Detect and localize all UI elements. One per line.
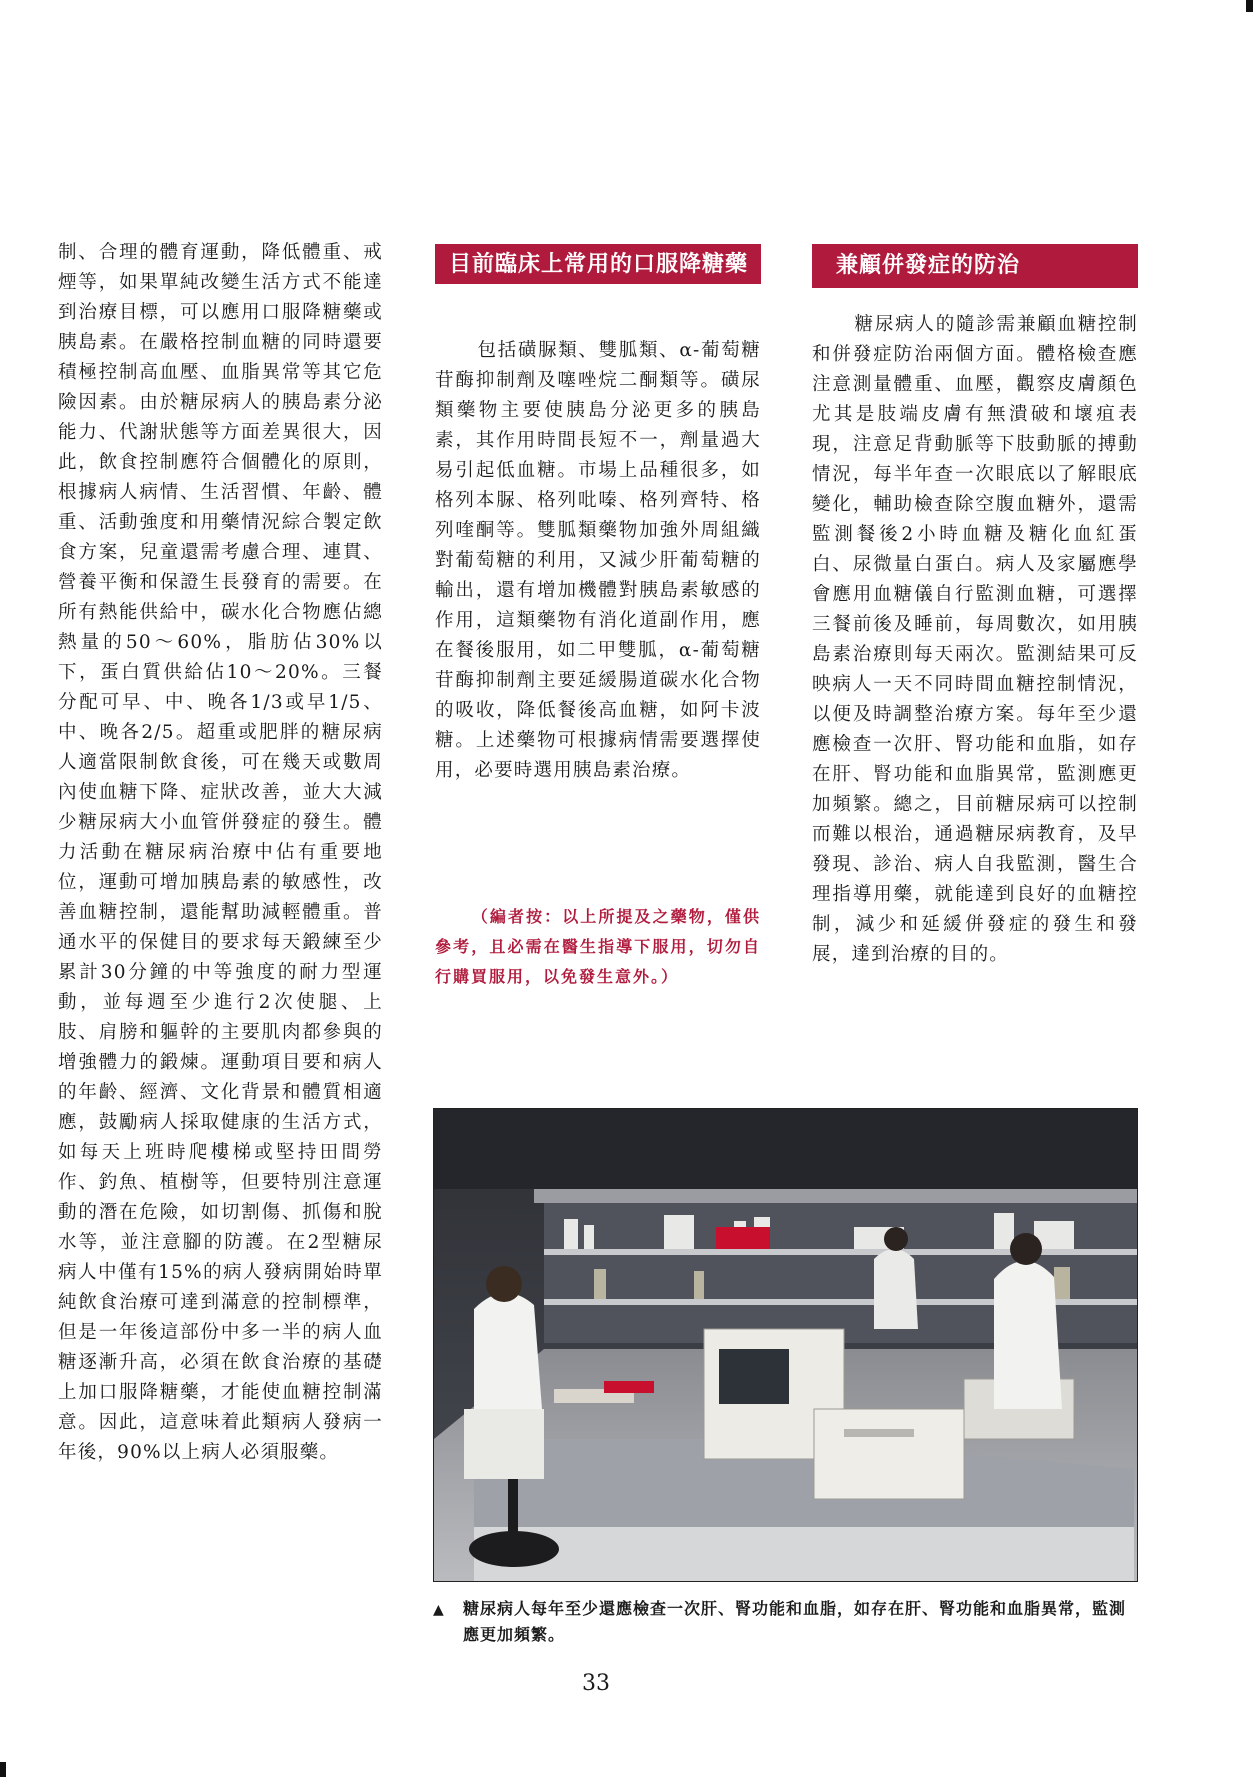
column-3-paragraph: 糖尿病人的隨診需兼顧血糖控制和併發症防治兩個方面。體格檢查應注意測量體重、血壓，觀察皮膚顏色尤其是肢端皮膚有無潰破和壞疽表現，注意足背動脈等下肢動脈的搏動情況，每半年查一次眼底以了解眼底變化，輔助檢查除空腹血糖外，還需監測餐後2小時血糖及糖化血紅蛋白、尿微量白蛋白。病人及家屬應學會應用血糖儀自行監測血糖，可選擇三餐前後及睡前，每周數次，如用胰島素治療則每天兩次。監測結果可反映病人一天不同時間血糖控制情況，以便及時調整治療方案。每年至少還應檢查一次肝、腎功能和血脂，如存在肝、腎功能和血脂異常，監測應更加頻繁。總之，目前糖尿病可以控制而難以根治，通過糖尿病教育，及早發現、診治、病人自我監測，醫生合理指導用藥，就能達到良好的血糖控制，減少和延緩併發症的發生和發展，達到治療的目的。 xyxy=(812,314,1138,965)
caption-triangle-icon: ▲ xyxy=(433,1602,445,1618)
editor-note-text: （編者按：以上所提及之藥物，僅供參考，且必需在醫生指導下服用，切勿自行購買服用，以免發生意外。） xyxy=(435,907,761,986)
editor-note xyxy=(435,902,761,992)
caption-text: 糖尿病人每年至少還應檢查一次肝、腎功能和血脂，如存在肝、腎功能和血脂異常，監測應更加頻繁。 xyxy=(463,1599,1127,1644)
column-1 xyxy=(58,238,383,1468)
laboratory-photo xyxy=(433,1108,1138,1582)
section-heading-oral-drugs: 目前臨床上常用的口服降糖藥 xyxy=(435,244,761,284)
figure-caption xyxy=(433,1596,1138,1648)
column-2-paragraph: 包括磺脲類、雙胍類、α-葡萄糖苷酶抑制劑及噻唑烷二酮類等。磺尿類藥物主要使胰島分泌更多的胰島素，其作用時間長短不一，劑量過大易引起低血糖。市場上品種很多，如格列本脲、格列吡嗪、格列齊特、格列喹酮等。雙胍類藥物加強外周組織對葡萄糖的利用，又減少肝葡萄糖的輸出，還有增加機體對胰島素敏感的作用，這類藥物有消化道副作用，應在餐後服用，如二甲雙胍，α-葡萄糖苷酶抑制劑主要延緩腸道碳水化合物的吸收，降低餐後高血糖，如阿卡波糖。上述藥物可根據病情需要選擇使用，必要時選用胰島素治療。 xyxy=(435,340,761,781)
column-3 xyxy=(812,310,1138,970)
section-heading-complications: 兼顧併發症的防治 xyxy=(812,244,1138,288)
column-2 xyxy=(435,336,761,786)
laboratory-photo-illustration xyxy=(434,1109,1137,1581)
scan-edge-mark xyxy=(1246,0,1253,12)
column-1-paragraph: 制、合理的體育運動，降低體重、戒煙等，如果單純改變生活方式不能達到治療目標，可以應用口服降糖藥或胰島素。在嚴格控制血糖的同時還要積極控制高血壓、血脂異常等其它危險因素。由於糖尿病人的胰島素分泌能力、代謝狀態等方面差異很大，因此，飲食控制應符合個體化的原則，根據病人病情、生活習慣、年齡、體重、活動強度和用藥情況綜合製定飲食方案，兒童還需考慮合理、連貫、營養平衡和保證生長發育的需要。在所有熱能供給中，碳水化合物應佔總熱量的50～60%，脂肪佔30%以下，蛋白質供給佔10～20%。三餐分配可早、中、晚各1/3或早1/5、中、晚各2/5。超重或肥胖的糖尿病人適當限制飲食後，可在幾天或數周內使血糖下降、症狀改善，並大大減少糖尿病大小血管併發症的發生。體力活動在糖尿病治療中佔有重要地位，運動可增加胰島素的敏感性，改善血糖控制，還能幫助減輕體重。普通水平的保健目的要求每天鍛練至少累計30分鐘的中等強度的耐力型運動，並每週至少進行2次使腿、上肢、肩膀和軀幹的主要肌肉都參與的增強體力的鍛煉。運動項目要和病人的年齡、經濟、文化背景和體質相適應，鼓勵病人採取健康的生活方式，如每天上班時爬樓梯或堅持田間勞作、釣魚、植樹等，但要特別注意運動的潛在危險，如切割傷、抓傷和脫水等，並注意腳的防護。在2型糖尿病人中僅有15%的病人發病開始時單純飲食治療可達到滿意的控制標準，但是一年後這部份中多一半的病人血糖逐漸升高，必須在飲食治療的基礎上加口服降糖藥，才能使血糖控制滿意。因此，這意味着此類病人發病一年後，90%以上病人必須服藥。 xyxy=(58,242,383,1463)
page-number: 33 xyxy=(582,1671,610,1696)
scan-edge-mark xyxy=(0,1762,6,1777)
